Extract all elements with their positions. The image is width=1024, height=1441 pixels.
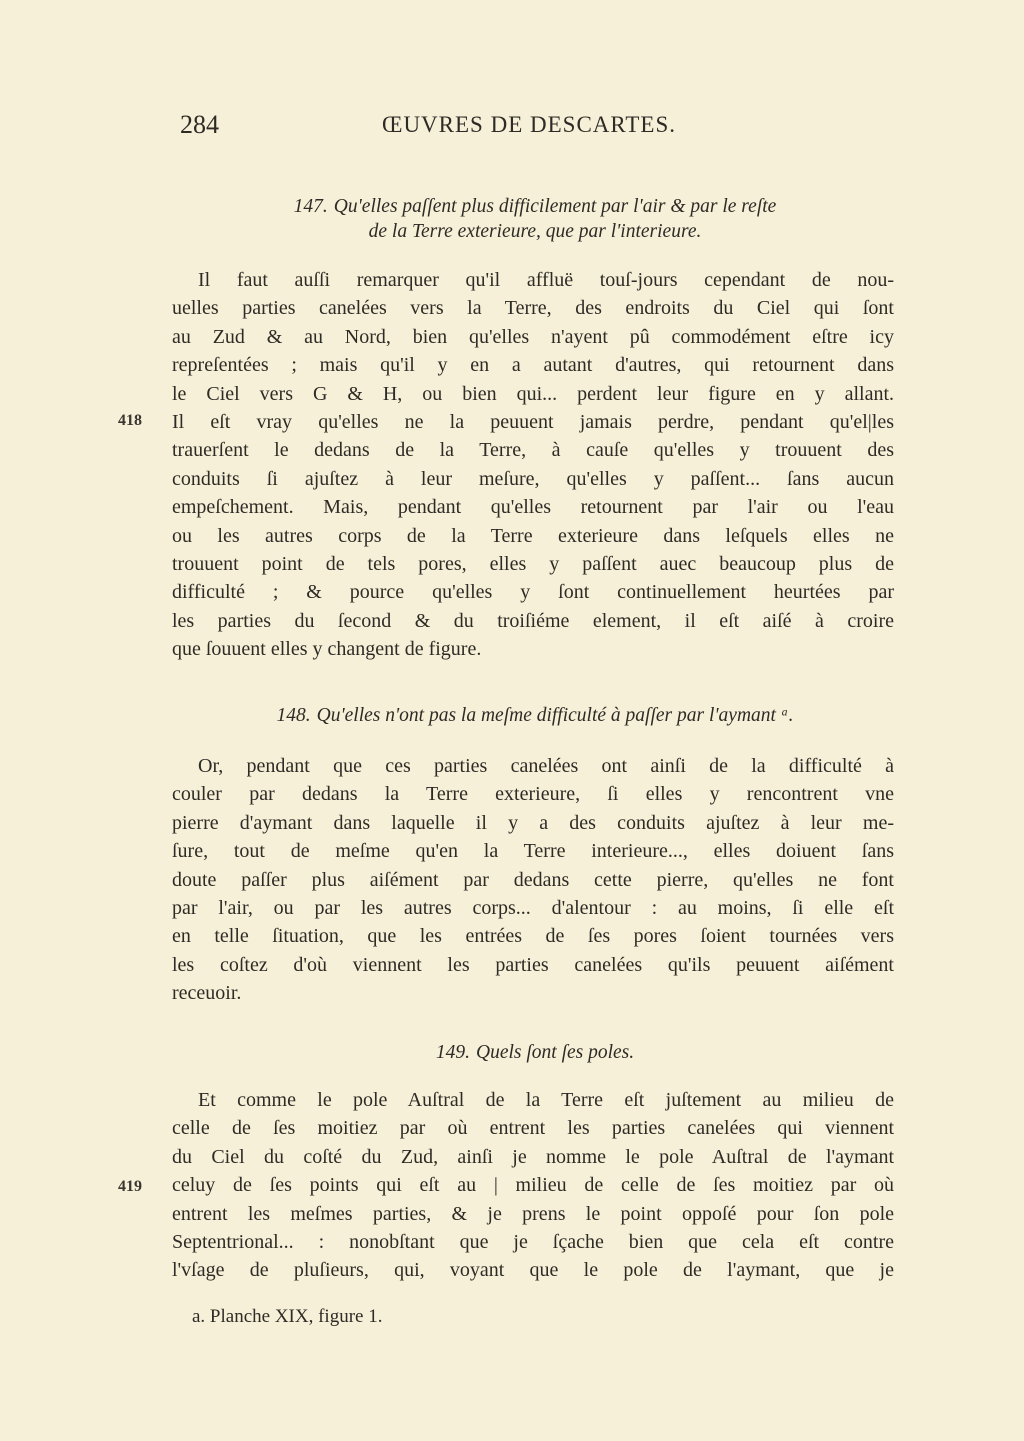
heading-line: Qu'elles n'ont pas la meſme difficulté à paſſer par l'aymant ᵃ. [316,705,794,726]
text-line: Septentrional... : nonobſtant que je ſçache bien que cela eſt contre [172,1231,894,1254]
text-line: ou les autres corps de la Terre exterieure dans leſquels elles ne [172,524,894,547]
running-title: ŒUVRES DE DESCARTES. [382,112,677,137]
section-body-149 [172,1086,894,1285]
text-line: trauerſent le dedans de la Terre, à cauſe qu'elles y trouuent des [172,439,894,462]
text-line: les coſtez d'où viennent les parties canelées qu'ils peuuent aiſément [172,953,894,976]
section-number: 148. [276,705,311,726]
text-line: trouuent point de tels pores, elles y paſſent auec beaucoup plus de [172,553,894,576]
text-line: l'vſage de pluſieurs, qui, voyant que le pole de l'aymant, que je [172,1259,894,1282]
section-number: 147. [293,196,328,217]
text-line: pierre d'aymant dans laquelle il y a des conduits ajuſtez à leur me- [172,811,894,834]
text-line: celuy de ſes points qui eſt au | milieu de celle de ſes moitiez par où [172,1174,894,1197]
text-line: Or, pendant que ces parties canelées ont ainſi de la difficulté à [198,755,894,777]
text-line: du Ciel du coſté du Zud, ainſi je nomme le pole Auſtral de l'aymant [172,1145,894,1168]
footnote: a. Planche XIX, figure 1. [192,1306,383,1327]
heading-line: Quels ſont ſes poles. [475,1042,635,1063]
heading-line: Qu'elles paſſent plus difficilement par l'air & par le reſte [333,196,777,217]
heading-line: de la Terre exterieure, que par l'interieure. [368,221,702,242]
section-body-148 [172,752,894,1008]
margin-note: 419 [118,1178,142,1195]
section-body-147 [172,266,894,664]
text-line: conduits ſi ajuſtez à leur meſure, qu'elles y paſſent... ſans aucun [172,467,894,490]
text-line: Et comme le pole Auſtral de la Terre eſt juſtement au milieu de [198,1089,894,1111]
text-line: doute paſſer plus aiſément par dedans cette pierre, qu'elles ne font [172,868,894,891]
text-line: au Zud & au Nord, bien qu'elles n'ayent pû commodément eſtre icy [172,325,894,348]
text-line: Il faut auſſi remarquer qu'il affluë touſ-jours cependant de nou- [198,269,894,291]
margin-note: 418 [118,412,142,429]
text-line: uelles parties canelées vers la Terre, des endroits du Ciel qui ſont [172,297,894,320]
text-line: en telle ſituation, que les entrées de ſes pores ſoient tournées vers [172,925,894,948]
text-line: les parties du ſecond & du troiſiéme element, il eſt aiſé à croire [172,609,894,632]
page-number: 284 [180,110,219,139]
text-line: empeſchement. Mais, pendant qu'elles retournent par l'air ou l'eau [172,496,894,519]
section-heading-148 [180,703,890,728]
text-line: par l'air, ou par les autres corps... d'alentour : au moins, ſi elle eſt [172,897,894,920]
text-line: ſure, tout de meſme qu'en la Terre interieure..., elles doiuent ſans [172,840,894,863]
text-line: difficulté ; & pource qu'elles y ſont continuellement heurtées par [172,581,894,604]
page-header [180,110,690,146]
section-heading-149 [180,1040,890,1065]
text-line: celle de ſes moitiez par où entrent les parties canelées qui viennent [172,1117,894,1140]
text-line: que ſouuent elles y changent de figure. [172,638,482,661]
text-line: receuoir. [172,982,242,1005]
text-line: entrent les meſmes parties, & je prens le point oppoſé pour ſon pole [172,1202,894,1225]
text-line: le Ciel vers G & H, ou bien qui... perdent leur figure en y allant. [172,382,894,405]
text-line: Il eſt vray qu'elles ne la peuuent jamais perdre, pendant qu'el|les [172,411,894,434]
text-line: couler par dedans la Terre exterieure, ſi elles y rencontrent vne [172,783,894,806]
section-heading-147 [180,194,890,244]
section-number: 149. [435,1042,470,1063]
text-line: repreſentées ; mais qu'il y en a autant d'autres, qui retournent dans [172,354,894,377]
